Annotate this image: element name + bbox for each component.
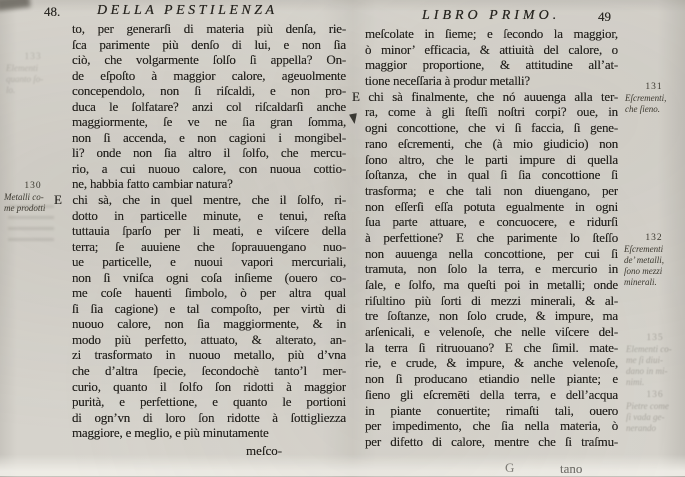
text-line: Eſcrementi,	[625, 93, 667, 103]
text-line: nimi.	[626, 377, 645, 387]
text-line: che ſieno.	[625, 104, 660, 114]
text-line: ſi ſia cagione) e tal compoſto, per virtù di	[72, 300, 346, 316]
catchword-right: tano	[560, 461, 583, 476]
text-line: di ogn’vn di loro ſon ridotte à ſottigliezza	[72, 409, 346, 425]
note-text	[626, 401, 684, 434]
text-line: me coſe hauenti ſimbolo, ò per altra qual	[72, 285, 346, 301]
text-line: non ſi accenda, e non cagioni i mongibel-	[72, 129, 346, 145]
page-number-left: 48.	[44, 4, 61, 19]
note-number: 135	[646, 333, 664, 343]
note-number: 133	[24, 52, 42, 62]
text-line: nerando	[626, 423, 656, 433]
text-line: li? onde non ſia altro il ſolfo, che mercu-	[72, 145, 346, 161]
text-line: purità, e perfettione, e quanto le portioni	[72, 394, 346, 410]
text-line: ſoſtanza, che in qual ſi ſia concottione ſi	[365, 167, 618, 183]
bleedthrough-smudge	[8, 205, 54, 249]
note-number: 131	[645, 82, 663, 92]
text-line: de eſpoſto à maggior calore, ageuolmente	[72, 67, 346, 83]
text-line: duca le ſolfatare? anzi col riſcaldarſi anche	[72, 98, 346, 114]
running-title-left: DELLA PESTILENZA	[97, 3, 278, 18]
text-line: Elementi	[6, 63, 38, 73]
signature-mark: G	[505, 460, 515, 475]
bleedthrough-note-right-1	[626, 333, 684, 388]
text-line: lo.	[6, 85, 16, 95]
text-line: dano in mi-	[626, 366, 668, 376]
text-line: Metalli co-	[4, 192, 44, 202]
text-line: E chi sà, che in quel mentre, che il ſolfo, ri-	[54, 192, 346, 208]
text-line: maggiormente, ſe ve ne ſia gran ſomma,	[72, 114, 346, 130]
text-line: tione neceſſaria à produr metalli?	[365, 73, 531, 89]
text-line: concependolo, non ſi riſcaldi, e non pro-	[72, 83, 346, 99]
text-line: modo più perfetto, attuato, & alterato, an-	[72, 331, 346, 347]
text-line: Pietre come	[626, 401, 669, 411]
text-line: ſua parte attuare, e concuocere, e ridurſi	[365, 214, 618, 230]
note-number: 132	[645, 233, 663, 243]
text-line: terra; ſe auuiene che ſoprauuengano nuo-	[72, 238, 346, 254]
text-line: tramuta, non ſolo la terra, e mercurio in	[365, 261, 618, 277]
note-number: 136	[646, 390, 664, 400]
margin-note-131	[625, 82, 683, 115]
text-line: de’ metalli,	[624, 255, 664, 265]
text-line: riſultino più ſorti di mezzi minerali, & al-	[365, 292, 618, 308]
text-line: ſieno gli eſcremēti della terra, e dell’acqua	[365, 386, 618, 402]
text-line: curio, quanto il ſolfo ſon ridotti à maggior	[72, 378, 346, 394]
text-line: rano eſcrementi, che (à mio giudicio) non	[365, 135, 618, 151]
bleedthrough-note-left	[6, 52, 60, 96]
text-line: per difetto di calore, mentre che ſi traſmu-	[365, 433, 618, 449]
text-line: ogni concottione, che vi ſi faccia, ſi gene-	[365, 120, 618, 136]
note-text	[624, 244, 684, 288]
text-line: ra, come à gli ſteſſi noſtri corpi? oue, in	[365, 104, 618, 120]
text-line: quanto ſo-	[6, 74, 44, 84]
text-line: ue particelle, e nuoui vapori mercuriali,	[72, 254, 346, 270]
text-line: Eſcrementi	[624, 244, 664, 254]
note-text	[625, 93, 683, 115]
text-line: non eſſerſi eſſa potuta egualmente in ogni	[365, 198, 618, 214]
text-line: Elementi co-	[626, 344, 672, 354]
text-line: to, per generarſi di materia più denſa, rie-	[72, 21, 346, 36]
note-text	[6, 63, 60, 96]
running-title-right: LIBRO PRIMO.	[422, 8, 561, 23]
text-line: maggior proportione, & attitudine all’at-	[365, 57, 618, 73]
text-line: me ſi diui-	[626, 355, 663, 365]
catchword-left: meſco-	[246, 443, 283, 458]
text-line: che d’altra ſpecie, ſecondochè tanto’l mer-	[72, 363, 346, 379]
text-line: rie, e crude, & impure, & anche velenoſe,	[365, 355, 618, 371]
text-line: meſcolate in ſieme; e ſecondo la maggior,	[365, 26, 618, 41]
text-line: ciò, che volgarmente ſolſo ſi appella? On-	[72, 52, 346, 68]
text-line: tre ſoſtanze, non ſolo crude, & impure, ma	[365, 308, 618, 324]
text-line: arſenicali, e velenoſe, che nelle viſcere del-	[365, 324, 618, 340]
text-line: la terra ſi ritruouano? E che ſimil. mate-	[365, 339, 618, 355]
text-line: ſca parimente più denſo di lui, e non ſia	[72, 36, 346, 52]
text-line: in piante conuertite; rimaſti tali, ouero	[365, 402, 618, 418]
text-line: ò minor’ efficacia, & attiuità del calore, o	[365, 41, 618, 57]
text-line: maggiore, e meglio, e più minutamente	[72, 425, 269, 441]
text-line: non ſi producano etiandio nelle piante; e	[365, 371, 618, 387]
text-line: non ſi vniſca ogni coſa inſieme (ouero co-	[72, 269, 346, 285]
text-line: E chi sà finalmente, che nó auuenga alla ter-	[352, 88, 618, 104]
margin-note-132	[624, 233, 684, 288]
text-line: tuttauia ſparſo per li meati, e viſcere della	[72, 223, 346, 239]
text-line: nuouo calore, non ſia maggiormente, & in	[72, 316, 346, 332]
text-line: trasforma; e che tali non diuengano, per	[365, 182, 618, 198]
text-line: à perfettione? E che parimente lo ſteſſo	[365, 229, 618, 245]
text-line: me prodotti	[4, 203, 46, 213]
text-line: rio, a cui nuouo calore, con nuoua cottio-	[72, 160, 346, 176]
right-page-text	[352, 26, 618, 450]
text-line: minerali.	[624, 277, 657, 287]
text-line: ſono mezzi	[624, 266, 663, 276]
note-number: 130	[24, 181, 42, 191]
left-page-text	[54, 21, 346, 441]
text-line: zi trasformato in nuouo metallo, più d’vna	[72, 347, 346, 363]
text-line: dotto in particelle minute, e tenui, reſta	[72, 207, 346, 223]
note-text	[626, 344, 684, 388]
bleedthrough-note-right-2	[626, 390, 684, 434]
text-line: ſono altro, che le parti impure di quella	[365, 151, 618, 167]
text-line: per impedimento, che ſia nella materia, ò	[365, 418, 618, 434]
text-line: ſi vada ge-	[626, 412, 665, 422]
page-number-right: 49	[598, 9, 611, 24]
text-line: non auuenga nella concottione, per cui ſi	[365, 245, 618, 261]
text-line: ſale, e ſolfo, ma queſti poi in metalli; onde	[365, 277, 618, 292]
text-line: ne, habbia fatto cambiar natura?	[72, 176, 233, 192]
scan-corner-stain	[0, 0, 31, 11]
